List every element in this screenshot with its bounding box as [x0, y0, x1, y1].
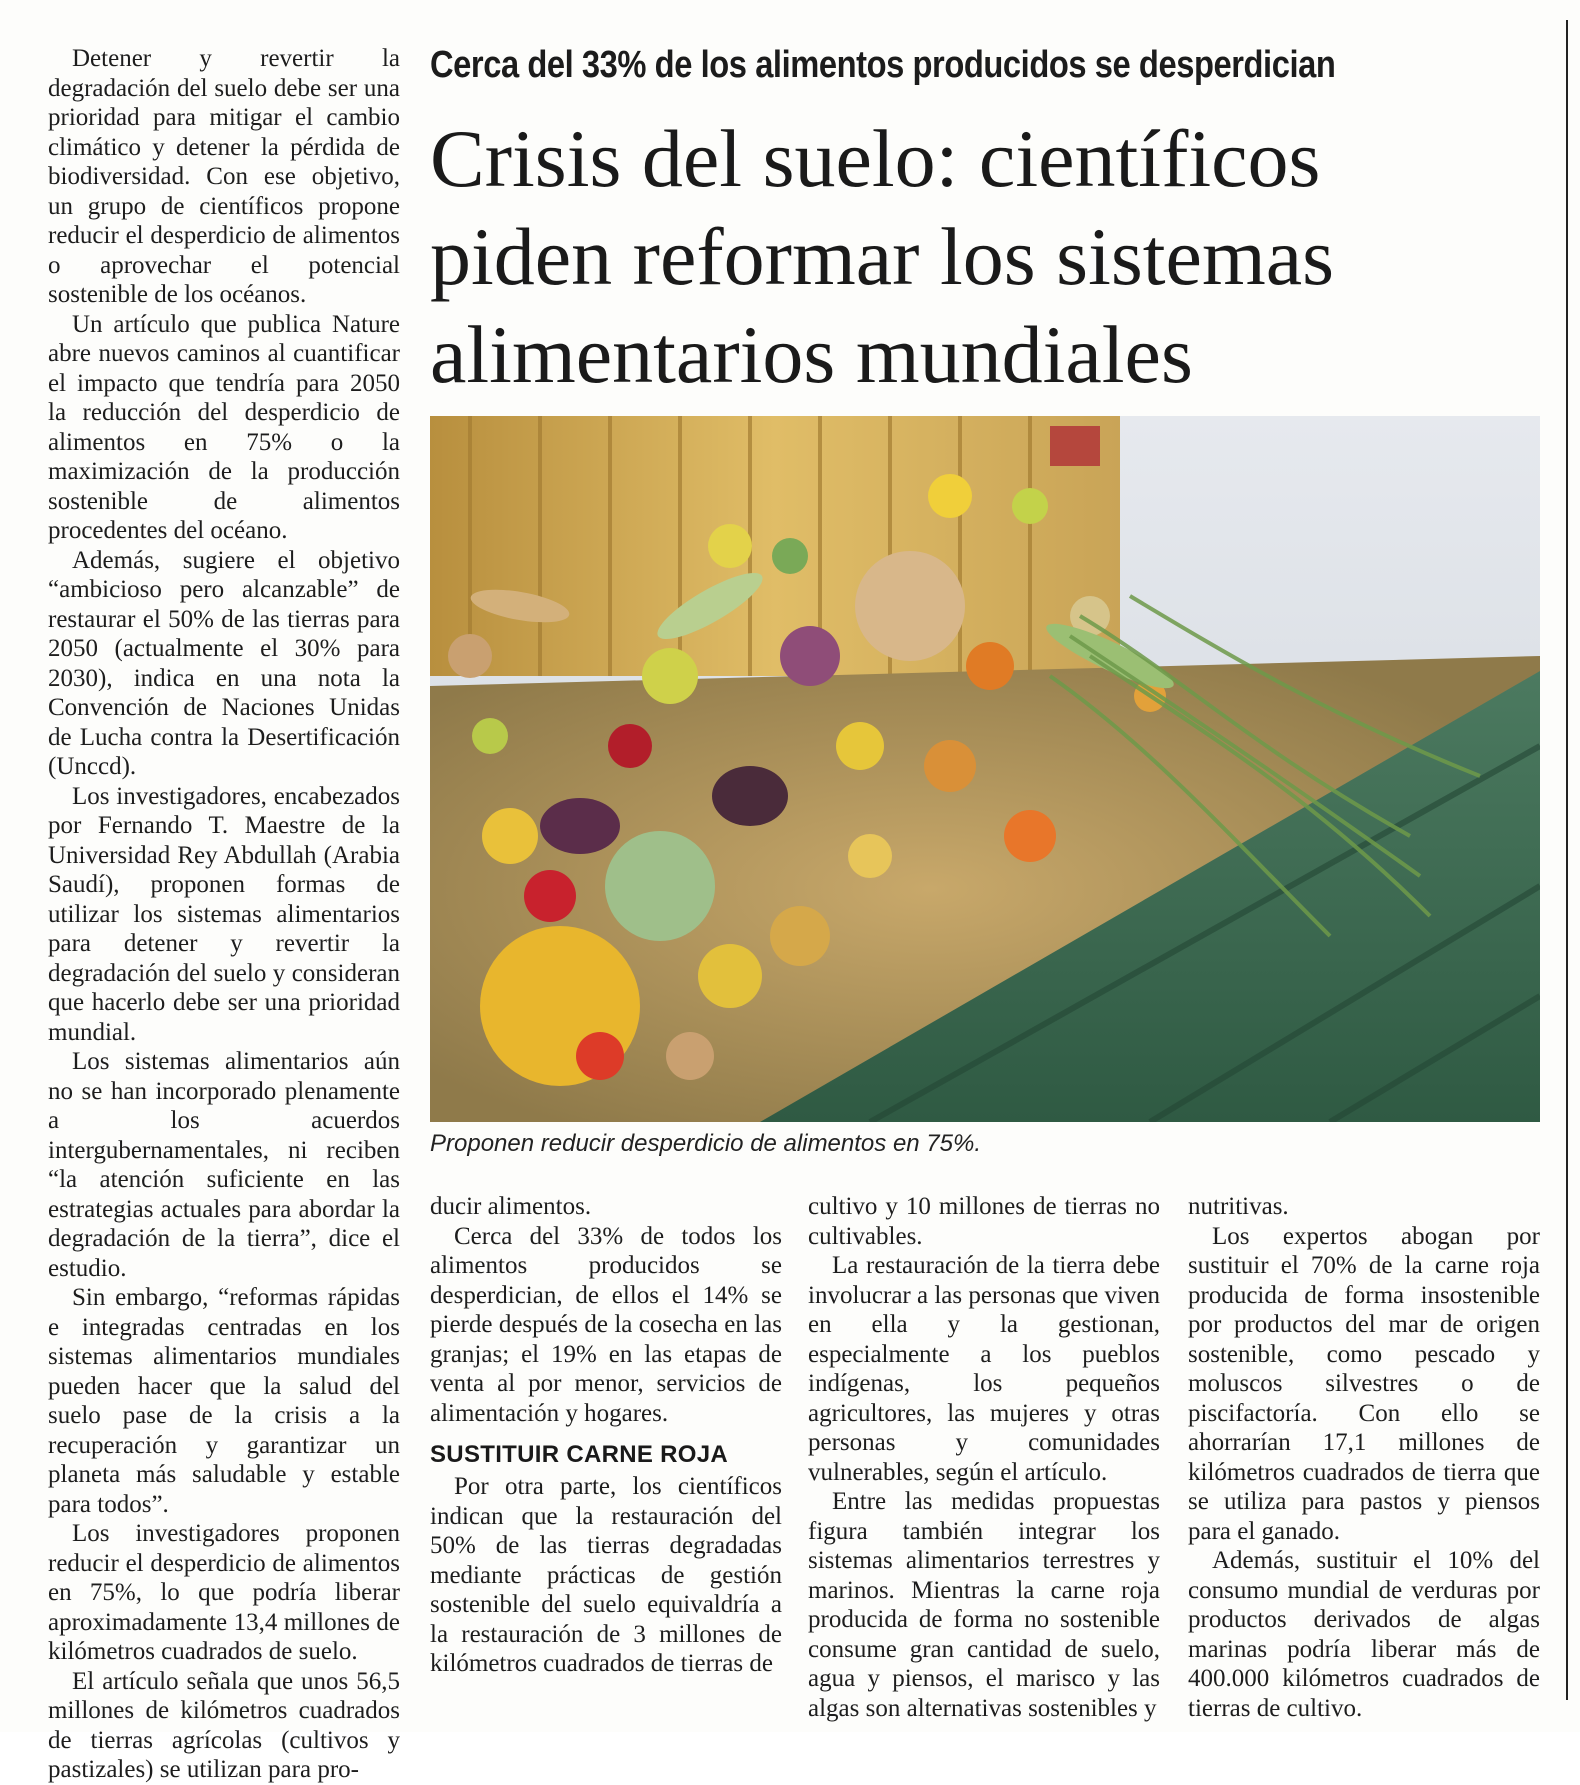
headline-line-1: Crisis del suelo: científicos — [430, 113, 1321, 204]
left-paragraph-2: Un artículo que publica Nature abre nuevos caminos al cuantificar el impacto que tendría para 2050 la reducción del desperdicio de alimentos en 75% o la maximización de la producción sostenible de alimentos procedentes del océano. — [48, 310, 400, 544]
kicker: Cerca del 33% de los alimentos producidos se desperdician — [430, 44, 1336, 86]
left-paragraph-1: Detener y revertir la degradación del suelo debe ser una prioridad para mitigar el cambio climático y detener la pérdida de biodiversidad. Con ese objetivo, un grupo de científicos propone reducir el desperdicio de alimentos o aprovechar el potencial sostenible de los océanos. — [48, 45, 400, 308]
left-paragraph-4: Los investigadores, encabezados por Fernando T. Maestre de la Universidad Rey Abdullah (Arabia Saudí), proponen formas de utilizar los sistemas alimentarios para detener y revertir la degradación del suelo y consideran que hacerlo debe ser una prioridad mundial. — [48, 782, 400, 1046]
left-paragraph-3: Además, sugiere el objetivo “ambicioso pero alcanzable” de restaurar el 50% de las tierras para 2050 (actualmente el 30% para 2030), indica en una nota la Convención de Naciones Unidas de Lucha contra la Desertificación (Unccd). — [48, 546, 400, 780]
section-subhead: SUSTITUIR CARNE ROJA — [430, 1441, 729, 1468]
col3-paragraph-1: Los expertos abogan por sustituir el 70% de la carne roja producida de forma insostenible por productos del mar de origen sostenible, como pescado y moluscos silvestres o de piscifactoría. Con ello se ahorrarían 17,1 millones de kilómetros cuadrados de tierra que se utiliza para pastos y piensos para el ganado. — [1188, 1222, 1540, 1545]
col1-paragraph: Cerca del 33% de todos los alimentos producidos se desperdician, de ellos el 14% se pierde después de la cosecha en las granjas; el 19% en las etapas de venta al por menor, servicios de alimentación y hogares. — [430, 1222, 782, 1427]
col3-continuation: nutritivas. — [1188, 1193, 1289, 1220]
left-paragraph-7: Los investigadores proponen reducir el desperdicio de alimentos en 75%, lo que podría liberar aproximadamente 13,4 millones de kilómetros cuadrados de suelo. — [48, 1520, 400, 1665]
col3-paragraph-2: Además, sustituir el 10% del consumo mundial de verduras por productos derivados de algas marinas podría liberar más de 400.000 kilómetros cuadrados de tierras de cultivo. — [1188, 1547, 1540, 1722]
column-rule — [1566, 20, 1568, 1700]
photo-illustration — [430, 416, 1540, 1122]
headline-line-3: alimentarios mundiales — [430, 309, 1193, 400]
bottom-column-3 — [1188, 1192, 1540, 1723]
col1-continuation: ducir alimentos. — [430, 1193, 592, 1220]
col2-paragraph-1: La restauración de la tierra debe involucrar a las personas que viven en ella y la gestionan, especialmente a los pueblos indígenas, los pequeños agricultores, las mujeres y otras personas y comunidades vulnerables, según el artículo. — [808, 1252, 1160, 1486]
photo-food-waste-dumpster — [430, 416, 1540, 1122]
left-paragraph-6: Sin embargo, “reformas rápidas e integradas centradas en los sistemas alimentarios mundiales pueden hacer que la salud del suelo pase de la crisis a la recuperación y garantizar un planeta más saludable y estable para todos”. — [48, 1284, 400, 1518]
photo-caption: Proponen reducir desperdicio de alimentos en 75%. — [430, 1130, 982, 1157]
left-column — [48, 44, 400, 1785]
headline-line-2: piden reformar los sistemas — [430, 211, 1335, 302]
headline — [430, 110, 1560, 404]
col1-after-subhead: Por otra parte, los científicos indican que la restauración del 50% de las tierras degradadas mediante prácticas de gestión sostenible del suelo equivaldría a la restauración de 3 millones de kilómetros cuadrados de tierras de — [430, 1473, 782, 1677]
col2-continuation: cultivo y 10 millones de tierras no cultivables. — [808, 1193, 1160, 1250]
col2-paragraph-2: Entre las medidas propuestas figura también integrar los sistemas alimentarios terrestres y marinos. Mientras la carne roja producida de forma no sostenible consume gran cantidad de suelo, agua y piensos, el marisco y las algas son alternativas sostenibles y — [808, 1488, 1160, 1722]
bottom-column-1 — [430, 1192, 782, 1679]
bottom-column-2 — [808, 1192, 1160, 1723]
left-paragraph-8: El artículo señala que unos 56,5 millones de kilómetros cuadrados de tierras agrícolas (cultivos y pastizales) se utilizan para pro- — [48, 1667, 400, 1783]
left-paragraph-5: Los sistemas alimentarios aún no se han incorporado plenamente a los acuerdos intergubernamentales, ni reciben “la atención suficiente en las estrategias actuales para abordar la degradación de la tierra”, dice el estudio. — [48, 1048, 400, 1282]
